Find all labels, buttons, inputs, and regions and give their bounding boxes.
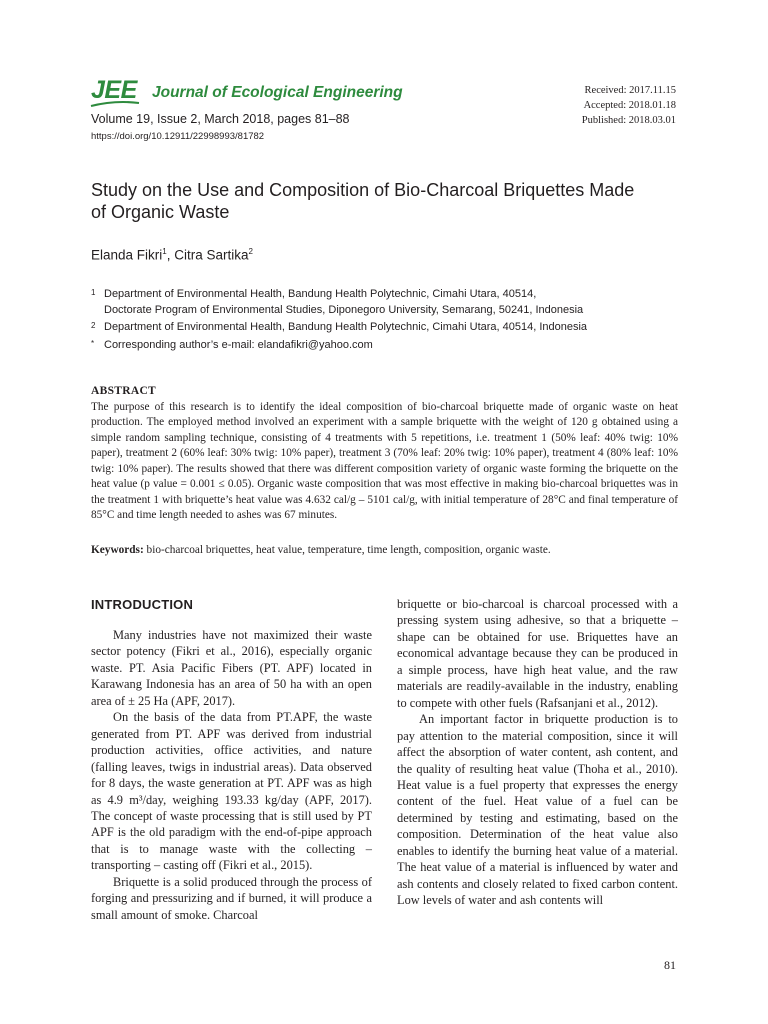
body-column-left	[91, 596, 372, 923]
author-affiliation-mark: 1	[162, 247, 167, 256]
affiliation-mark: *	[91, 338, 95, 348]
volume-line: Volume 19, Issue 2, March 2018, pages 81–88	[91, 112, 350, 126]
paragraph: On the basis of the data from PT.APF, the waste generated from PT. APF was derived from industrial production activities, office activities, and nature (falling leaves, twigs in industrial areas). Data observed for 8 days, the waste generation at PT. APF was as high as 4.9 m³/day, weighing 193.33 kg/day (APF, 2017). The concept of waste processing that is still used by PT APF is the old paradigm with the end-of-pipe approach that is to manage waste with the collecting – transporting – casting off (Fikri et al., 2015).	[91, 710, 372, 873]
abstract-section	[91, 384, 678, 524]
abstract-heading: ABSTRACT	[91, 385, 157, 397]
journal-name: Journal of Ecological Engineering	[152, 84, 403, 101]
affiliation-line: Department of Environmental Health, Bandung Health Polytechnic, Cimahi Utara, 40514, Indonesia	[104, 321, 588, 333]
author-name: Citra Sartika	[174, 247, 249, 263]
keywords-text: bio-charcoal briquettes, heat value, temperature, time length, composition, organic waste.	[143, 544, 551, 556]
paragraph: Briquette is a solid produced through the process of forging and pressurizing and if burned, it will produce a small amount of smoke. Charcoal	[91, 874, 372, 922]
page-number: 81	[664, 958, 676, 972]
affiliation-mark: 1	[91, 288, 96, 297]
affiliation-item	[91, 320, 691, 336]
affiliation-mark: 2	[91, 321, 96, 330]
affiliation-item	[91, 338, 691, 354]
author-name: Elanda Fikri	[91, 247, 163, 263]
paragraph: An important factor in briquette production is to pay attention to the material composition, since it will affect the absorption of water content, ash content, and the quality of resulting heat value (Thoha et al., 2010). Heat value is a fuel property that expresses the energy content of the fuel. Heat value of a fuel can be determined by testing and estimating, based on the composition. Determination of the heat value also enables to identify the burning heat value of a material. The heat value of a material is influenced by water and ash contents and closely related to fixed carbon content. Low levels of water and ash contents will	[397, 712, 678, 908]
paper-title: Study on the Use and Composition of Bio-Charcoal Briquettes Made of Organic Waste	[91, 180, 635, 222]
received-date: Received: 2017.11.15	[584, 85, 676, 96]
abstract-text: The purpose of this research is to identify the ideal composition of bio-charcoal briquette made of organic waste on heat production. The employed method involved an experiment with a sample briquette with the weight of 120 g obtained using a simple random sampling technique, consisting of 4 treatments with 5 repetitions, i.e. treatment 1 (50% leaf: 40% twig: 10% paper), treatment 2 (60% leaf: 30% twig: 10% paper), treatment 3 (70% leaf: 20% twig: 10% paper), treatment 4 (80% leaf: 10% twig: 10% paper). The results showed that there was different composition variety of organic waste forming the briquette on the heat value (p value = 0.001 ≤ 0.05). Organic waste composition that was most effective in making bio-charcoal briquettes was in the treatment 1 with briquette’s heat value was 4.632 cal/g – 5101 cal/g, with initial temperature of 28°C and final temperature of 85°C and time length needed to ashes was 67 minutes.	[91, 400, 678, 521]
affiliation-line: Department of Environmental Health, Bandung Health Polytechnic, Cimahi Utara, 40514,	[104, 288, 537, 300]
doi-link[interactable]: https://doi.org/10.12911/22998993/81782	[91, 131, 265, 142]
published-date: Published: 2018.03.01	[581, 115, 676, 126]
corresponding-email[interactable]: Corresponding author’s e-mail: elandafikri@yahoo.com	[104, 338, 373, 351]
affiliation-line: Doctorate Program of Environmental Studies, Diponegoro University, Semarang, 50241, Indonesia	[104, 303, 584, 316]
body-column-right	[397, 596, 678, 909]
author-affiliation-mark: 2	[248, 247, 253, 256]
author-separator: ,	[166, 247, 175, 263]
affiliation-item	[91, 287, 691, 318]
publication-dates	[582, 83, 676, 128]
keywords-label: Keywords:	[91, 544, 144, 556]
keywords	[91, 543, 678, 559]
paragraph: briquette or bio-charcoal is charcoal processed with a pressing system using adhesive, so that a briquette –shape can be obtained for use. Briquettes have an economical advantage because they can be produced in a simple process, have high heat value, and the raw materials are readily-available in the industry, enabling to compete with other fuels (Rafsanjani et al., 2012).	[397, 597, 678, 710]
logo-swoosh-icon	[89, 100, 141, 108]
journal-logo-text: JEE	[91, 76, 137, 104]
paragraph: Many industries have not maximized their waste sector potency (Fikri et al., 2016), especially organic waste. PT. Asia Pacific Fibers (PT. APF) located in Karawang Indonesia has an area of 50 ha with an open area of ± 25 Ha (APF, 2017).	[91, 628, 372, 708]
journal-logo	[91, 76, 137, 105]
accepted-date: Accepted: 2018.01.18	[583, 100, 676, 111]
section-heading-introduction: INTRODUCTION	[91, 597, 194, 612]
affiliations	[91, 287, 691, 355]
author-list	[91, 247, 253, 263]
